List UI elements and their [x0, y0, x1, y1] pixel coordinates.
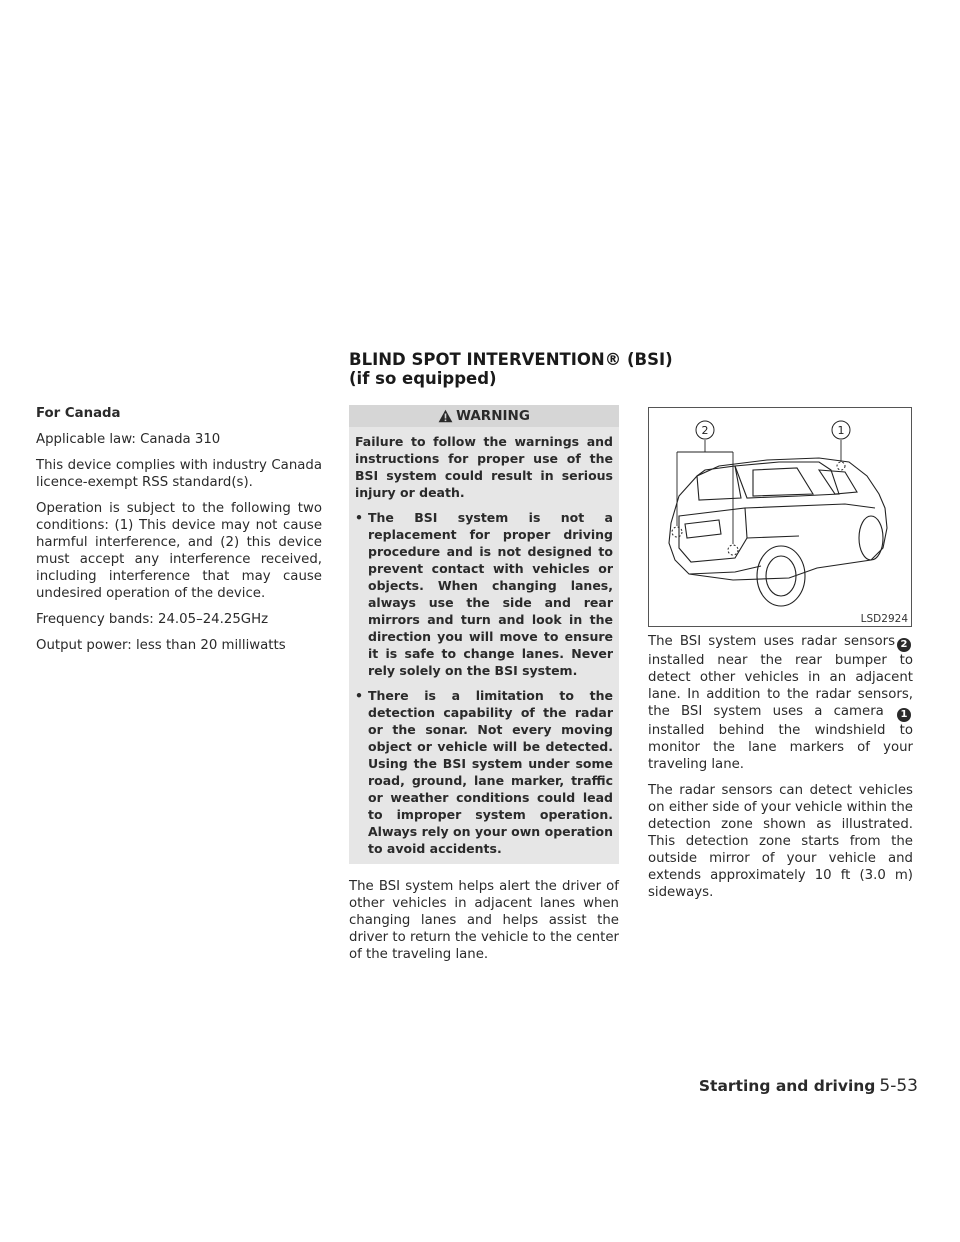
figure-code: LSD2924 — [860, 613, 908, 625]
section-title-line1: BLIND SPOT INTERVENTION® (BSI) — [349, 350, 673, 369]
bsi-illustration — [648, 407, 912, 627]
warning-box — [349, 405, 619, 864]
warning-item-text: There is a limitation to the detection capability of the radar or the sonar. Not every moving object or vehicle will be detected. Using the BSI system under some road, ground, lane marker, traffic or weather conditions could lead to improper system operation. Always rely on your own operation to avoid accidents. — [368, 688, 613, 856]
canada-column — [36, 405, 322, 663]
callout-2: 2 — [701, 424, 709, 437]
footer-title: Starting and driving — [698, 1077, 876, 1095]
warning-intro: Failure to follow the warnings and instructions for proper use of the BSI system could result in serious injury or death. — [355, 434, 613, 500]
description-column — [648, 633, 913, 910]
canada-frequency: Frequency bands: 24.05–24.25GHz — [36, 612, 269, 627]
warning-column — [349, 405, 619, 972]
canada-heading: For Canada — [36, 406, 121, 421]
callout-1-inline: 1 — [897, 708, 911, 722]
warning-item — [355, 687, 613, 857]
vehicle-illustration — [649, 408, 911, 626]
warning-triangle-icon — [438, 409, 453, 423]
warning-item-text: The BSI system is not a replacement for proper driving procedure and is not designed to prevent contact with vehicles or objects. When changing lanes, always use the side and rear mirrors and turn and look in the direction you will move to ensure it is safe to change lanes. Never rely solely on the BSI system. — [368, 510, 613, 678]
bsi-intro: The BSI system helps alert the driver of other vehicles in adjacent lanes when changing lanes and helps assist the driver to return the vehicle to the center of the traveling lane. — [349, 879, 619, 962]
bullet-marker: • — [355, 688, 363, 703]
callout-2-inline: 2 — [897, 638, 911, 652]
canada-output: Output power: less than 20 milliwatts — [36, 638, 286, 653]
radar-paragraph — [648, 633, 913, 773]
warning-body — [349, 427, 619, 864]
page-footer — [0, 1076, 918, 1096]
radar-text-1: The BSI system uses radar sensors — [648, 634, 895, 649]
canada-operation: Operation is subject to the following two conditions: (1) This device may not cause harmful interference, and (2) this device must accept any interference received, including interference that may cause undesired operation of the device. — [36, 501, 322, 601]
callout-1: 1 — [837, 424, 845, 437]
section-title — [349, 350, 673, 388]
page-number: 5-53 — [879, 1076, 918, 1096]
radar-text-3: installed behind the windshield to monitor the lane markers of your traveling lane. — [648, 723, 913, 772]
bullet-marker: • — [355, 510, 363, 525]
warning-label: WARNING — [456, 408, 530, 424]
warning-item — [355, 509, 613, 679]
canada-law: Applicable law: Canada 310 — [36, 432, 221, 447]
canada-compliance: This device complies with industry Canada licence-exempt RSS standard(s). — [36, 458, 322, 490]
radar-text-2: installed near the rear bumper to detect other vehicles in an adjacent lane. In addition to the radar sensors, the BSI system uses a camera — [648, 653, 913, 719]
section-title-line2: (if so equipped) — [349, 369, 497, 388]
zone-paragraph: The radar sensors can detect vehicles on either side of your vehicle within the detection zone shown as illustrated. This detection zone starts from the outside mirror of your vehicle and extends approximately 10 ft (3.0 m) sideways. — [648, 783, 913, 900]
warning-header — [349, 405, 619, 427]
